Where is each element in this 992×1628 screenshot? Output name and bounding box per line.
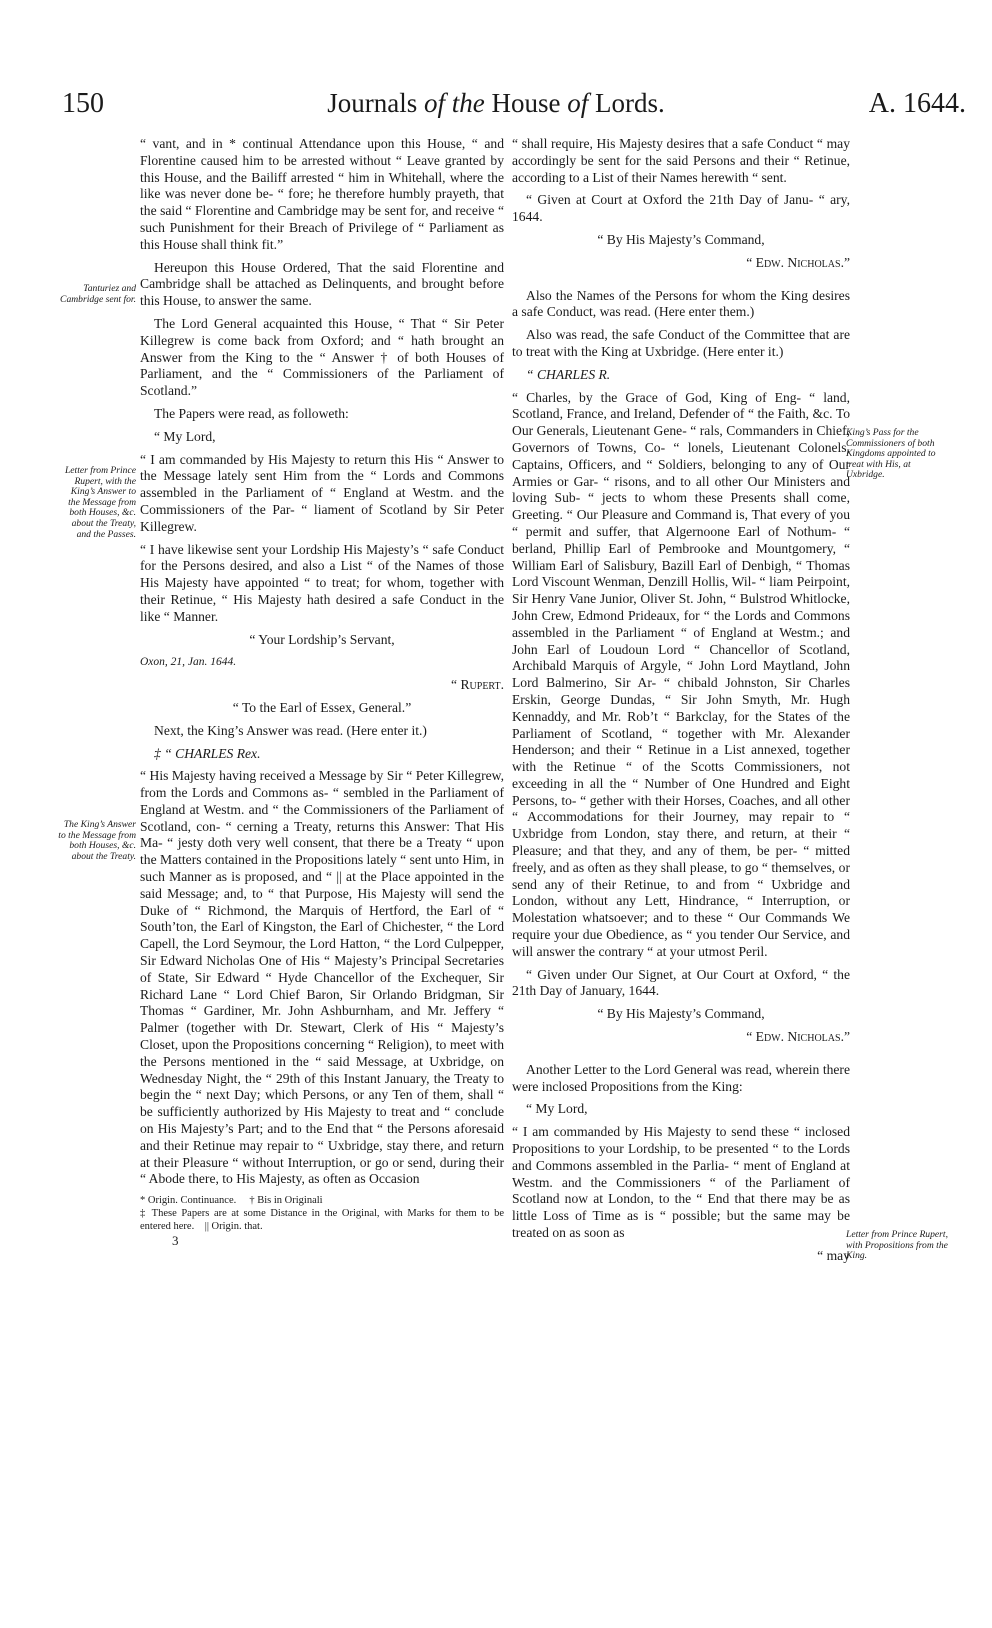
signature-mark: 3 — [172, 1233, 179, 1249]
paragraph: “ His Majesty having received a Message by Sir “ Peter Killegrew, from the Lords and Commons as- “ sembled in the Parliament of England at Westm. and “ the Commissioners of the Parliament of Scotland, con- “ cerning a Treaty, returns this Answer: That His Ma- “ jesty doth very well consent, that there be a Treaty “ upon the Matters contained in the Propositions lately “ sent unto Him, in such Manner as is proposed, and “ || at the Place appointed in the said Message; and, to “ that Purpose, His Majesty will send the Duke of “ Richmond, the Marquis of Hertford, the Earl of “ South’ton, the Earl of Kingston, the Earl of Chichester, “ the Lord Capell, the Lord Seymour, the Lord Hatton, “ the Lord Culpepper, Sir Edward Nicholas One of His “ Majesty’s Principal Secretaries of State, Sir Edward “ Hyde Chancellor of the Exchequer, Sir Richard Lane “ Lord Chief Baron, Sir Orlando Bridgman, Sir Thomas “ Gardiner, Mr. John Ashburnham, and Mr. Jeffery “ Palmer (together with Dr. Stewart, Clerk of His “ Majesty’s Closet, upon the Propositions concerning “ Religion), to meet with the Persons mentioned in the “ said Message, at Uxbridge, on Wednesday Night, the “ 29th of this Instant January, the Treaty to begin the “ next Day; which Persons, or any Ten of them, shall “ be sufficiently authorized by His Majesty to treat and “ conclude on His Majesty’s Part; and to the End that “ the Persons aforesaid and their Retinue may repair to “ Uxbridge, stay there, and return at their Pleasure “ without Interruption, or go or send, during their “ Abode there, to His Majesty, as often as Occasion — [140, 768, 504, 1187]
paragraph: “ I am commanded by His Majesty to return this His “ Answer to the Message lately sent Him from the “ Lords and Commons assembled in the Parliament of “ England at Westm. and the Commissioners of the Par- “ liament of Scotland by Sir Peter Killegrew. — [140, 451, 504, 534]
paragraph: “ Charles, by the Grace of God, King of Eng- “ land, Scotland, France, and Ireland, Defender of “ the Faith, &c. To Our Generals, Lieutenant Gene- “ rals, Commanders in Chief, Governors of Towns, Co- “ lonels, Lieutenant Colonels, Captains, Officers, and “ Soldiers, belonging to any of Our Armies or Gar- “ risons, and to all other Our Ministers and loving Sub- “ jects to whom these Presents shall come, Greeting. “ Our Pleasure and Command is, That every of you “ permit and suffer, that Algernoone Earl of Nothum- “ berland, Phillip Earl of Pembrooke and Mountgomery, “ William Earl of Salisbury, Bazill Earl of Denbigh, “ Thomas Lord Viscount Wenman, Denzill Hollis, Wil- “ liam Peirpoint, Sir Henry Vane Junior, Oliver St. John, “ Bulstrod Whitlocke, John Crew, Edmond Prideaux, for “ the Lords and Commons assembled in the Parliament “ of England at Westm.; and John Earl of Loudoun Lord “ Chancellor of Scotland, Archibald Marquis of Argyle, “ John Lord Maytland, John Lord Balmerino, Sir Ar- “ chibald Johnston, Sir Charles Erskin, George Dundas, “ Sir John Smyth, Mr. Hugh Kennaddy, and Mr. Rob’t “ Barkclay, for the States of the Parliament of Scotland, “ together with Mr. Alexander Henderson; and their “ Retinue in a List annexed, together with the Retinue “ of the Scotts Commissioners, not exceeding in all the “ Number of One Hundred and Eight Persons, to- “ gether with their Horses, Coaches, and all other “ Accommodations for their Journey, may repair to “ Uxbridge from London, stay there, and return, at their “ Pleasure; and that they, and any of them, be per- “ mitted freely, and as often as they shall please, to go “ themselves, or send any of their Retinue, to and from “ Uxbridge and London, without any Lett, Hindrance, “ Interruption, or Molestation whatsoever; and to these “ Our Commands We require your due Obedience, as “ you tender Our Service, and will answer the contrary “ at your utmost Peril. — [512, 389, 850, 959]
command-line: “ By His Majesty’s Command, — [597, 231, 765, 247]
footnotes — [140, 1194, 504, 1233]
title-word-lords: Lords. — [595, 88, 665, 118]
paragraph: “ Given at Court at Oxford the 21th Day of Janu- “ ary, 1644. — [512, 192, 850, 225]
year-marker: A. 1644. — [868, 88, 966, 119]
page-number: 150 — [62, 88, 104, 119]
letter-salutation: “ My Lord, — [154, 428, 216, 444]
paragraph: Also the Names of the Persons for whom the King desires a safe Conduct, was read. (Here enter them.) — [512, 287, 850, 320]
paragraph: “ vant, and in * continual Attendance upon this House, “ and Florentine caused him to be arrested without “ Leave granted by this House, and the Bailiff arrested “ him in Whitehall, where the like was never done be- “ fore; he therefore humbly prayeth, that the said “ Florentine and Cambridge may be sent for, and receive “ such Punishment for their Breach of Privilege of “ Parliament as this House shall think fit.” — [140, 136, 504, 252]
footnote: * Origin. Continuance. — [140, 1195, 237, 1207]
paragraph: Next, the King’s Answer was read. (Here enter it.) — [154, 722, 427, 738]
margin-note-propositions-letter: Letter from Prince Rupert, with Propositions from the King. — [846, 1229, 948, 1262]
catchword: “ may — [817, 1247, 850, 1263]
paragraph: The Lord General acquainted this House, “ That “ Sir Peter Killegrew is come back from Oxford; and “ hath brought an Answer from the King to the “ Answer † of both Houses of Parliament, and the “ Commissioners of the Parliament of Scotland.” — [140, 315, 504, 399]
title-word-of-the: of the — [423, 88, 485, 118]
title-word-journals: Journals — [327, 88, 418, 118]
letter-address: “ To the Earl of Essex, General.” — [232, 699, 412, 715]
page-header — [0, 88, 992, 128]
paragraph: “ I am commanded by His Majesty to send these “ inclosed Propositions to your Lordship, to be presented “ to the Lords and Commons assembled in the Parlia- “ ment of England at Westm. and the Commissioners “ of the Parliament of Scotland now at London, to the “ End that there may be as little Loss of Time as is “ possible; but the same may be treated on as soon as — [512, 1124, 850, 1241]
paragraph: “ shall require, His Majesty desires that a safe Conduct “ may accordingly be sent for the said Persons and their “ Retinue, according to a List of their Names herewith “ sent. — [512, 136, 850, 185]
running-title — [0, 88, 992, 119]
document-heading: “ CHARLES R. — [526, 366, 611, 382]
margin-note-tanturiez: Tanturiez and Cambridge sent for. — [60, 283, 136, 305]
left-column — [140, 136, 504, 1250]
paragraph: Another Letter to the Lord General was read, wherein there were inclosed Propositions from the King: — [512, 1061, 850, 1094]
signature: “ Edw. Nicholas.” — [746, 254, 850, 270]
document-heading: ‡ “ CHARLES Rex. — [154, 745, 261, 761]
footnote: ‡ These Papers are at some Distance in the Original, with Marks for them to be entered here. — [140, 1208, 504, 1233]
paragraph: Hereupon this House Ordered, That the said Florentine and Cambridge shall be attached as Delinquents, and brought before this House, to answer the same. — [140, 259, 504, 309]
letter-closing: “ Your Lordship’s Servant, — [249, 631, 395, 647]
footnote: || Origin. that. — [204, 1221, 263, 1233]
title-word-house: House — [491, 88, 561, 118]
paragraph: “ I have likewise sent your Lordship His Majesty’s “ safe Conduct for the Persons desired, and also a List “ of the Names of those His Majesty have appointed “ to treat; for whom, together with their Retinue, “ His Majesty hath desired a safe Conduct in the like “ Manner. — [140, 541, 504, 624]
letter-place-date: Oxon, 21, Jan. 1644. — [140, 656, 237, 669]
title-word-of: of — [567, 88, 589, 118]
footnote: † Bis in Originali — [249, 1195, 323, 1207]
command-line: “ By His Majesty’s Command, — [597, 1006, 765, 1022]
right-column — [512, 136, 850, 1271]
paragraph: Also was read, the safe Conduct of the Committee that are to treat with the King at Uxbridge. (Here enter it.) — [512, 327, 850, 359]
margin-note-kings-pass: King’s Pass for the Commissioners of both Kingdoms appointed to treat with His, at Uxbridge. — [846, 427, 936, 481]
letter-signature: “ Rupert. — [451, 677, 504, 693]
letter-salutation: “ My Lord, — [526, 1101, 588, 1117]
margin-note-kings-answer: The King’s Answer to the Message from both Houses, &c. about the Treaty. — [58, 819, 136, 862]
paragraph: The Papers were read, as followeth: — [154, 405, 349, 421]
paragraph: “ Given under Our Signet, at Our Court at Oxford, “ the 21th Day of January, 1644. — [512, 966, 850, 999]
signature: “ Edw. Nicholas.” — [746, 1029, 850, 1045]
margin-note-rupert-letter: Letter from Prince Rupert, with the King’s Answer to the Message from both Houses, &c. about the Treaty, and the Passes. — [64, 465, 136, 540]
